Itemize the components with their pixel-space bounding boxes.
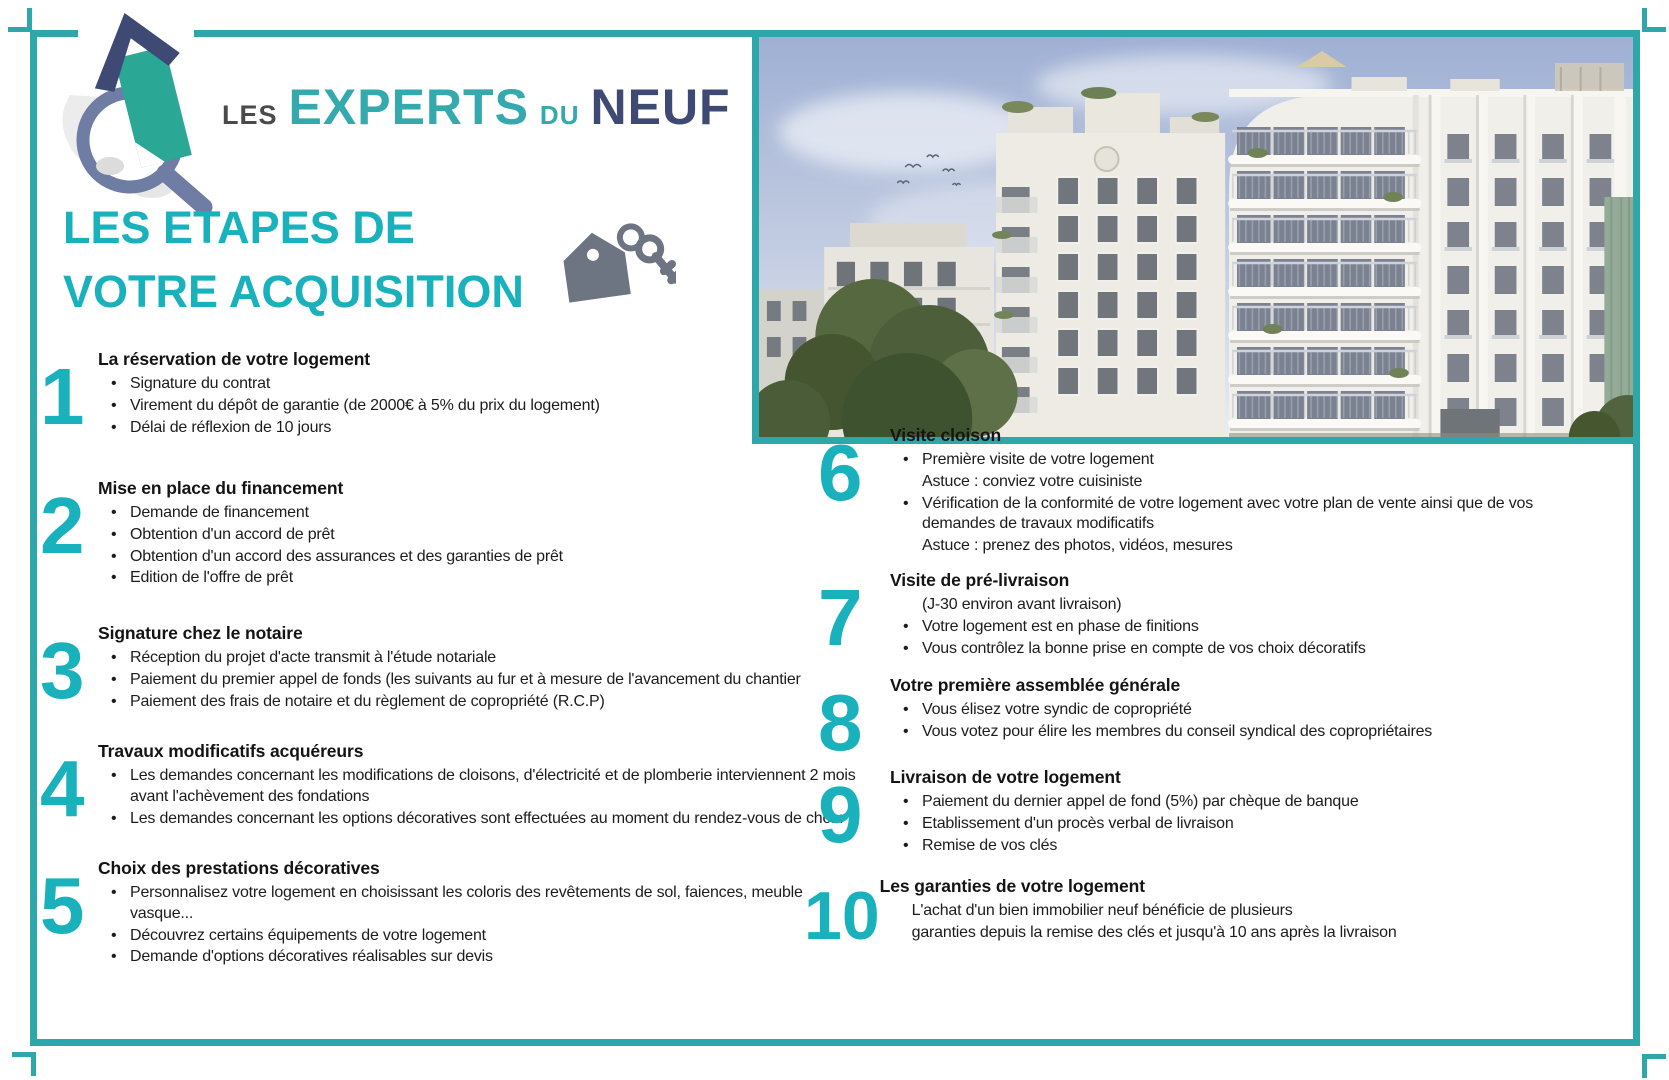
building-illustration [759, 37, 1633, 437]
step-6 [818, 425, 1590, 558]
step-3 [40, 623, 858, 713]
step-4-items [98, 766, 858, 829]
page-title-line2: VOTRE ACQUISITION [63, 266, 524, 317]
main-building [1228, 51, 1633, 437]
step-note-item: Astuce : conviez votre cuisiniste [922, 472, 1143, 490]
step-3-number: 3 [40, 626, 85, 715]
step-1-heading: La réservation de votre logement [98, 349, 371, 369]
step-bullet-item: • Délai de réflexion de 10 jours [98, 418, 858, 439]
step-bullet-item: • Paiement du dernier appel de fond (5%) par chèque de banque [890, 792, 1590, 813]
step-2-number: 2 [40, 481, 85, 570]
step-bullet-item: • Vous votez pour élire les membres du conseil syndical des copropriétaires [890, 722, 1590, 743]
house-keys-icon [552, 212, 676, 310]
step-1-items [98, 374, 858, 438]
step-10 [804, 876, 1580, 954]
step-note-item: (J-30 environ avant livraison) [922, 596, 1122, 613]
step-7 [818, 570, 1590, 660]
step-bullet-item: • Les demandes concernant les options décoratives sont effectuées au moment du rendez-vous de choix [98, 809, 858, 830]
step-2 [40, 478, 858, 590]
step-note-item: Astuce : prenez des photos, vidéos, mesures [922, 537, 1233, 555]
step-7-number: 7 [818, 573, 863, 662]
step-4 [40, 741, 858, 833]
step-5-number: 5 [40, 861, 85, 950]
step-note-item: L'achat d'un bien immobilier neuf bénéficie de plusieurs [911, 902, 1293, 919]
step-1-number: 1 [40, 352, 85, 441]
step-9 [818, 767, 1590, 857]
building-photo [752, 30, 1640, 444]
step-bullet-item: • Edition de l'offre de prêt [98, 568, 858, 589]
step-5-items [98, 883, 858, 968]
step-2-heading: Mise en place du financement [98, 478, 344, 498]
step-3-heading: Signature chez le notaire [98, 623, 303, 643]
step-4-heading: Travaux modificatifs acquéreurs [98, 741, 364, 761]
step-10-number: 10 [804, 878, 880, 954]
step-bullet-item: • Signature du contrat [98, 374, 858, 395]
step-bullet-item: • Première visite de votre logement [890, 450, 1590, 471]
step-bullet-item: • Virement du dépôt de garantie (de 2000€ à 5% du prix du logement) [98, 396, 858, 417]
brand-word-experts: EXPERTS [288, 79, 529, 135]
step-bullet-item: • Etablissement d'un procès verbal de livraison [890, 814, 1590, 835]
page-title-line1: LES ETAPES DE [63, 202, 415, 253]
step-note-item: garanties depuis la remise des clés et jusqu'à 10 ans après la livraison [911, 923, 1397, 941]
step-9-number: 9 [818, 770, 863, 859]
step-bullet-item: • Demande de financement [98, 503, 858, 524]
step-10-heading: Les garanties de votre logement [879, 876, 1145, 896]
corner-mark-top-right [1642, 8, 1666, 32]
step-bullet-item: • Les demandes concernant les modifications de cloisons, d'électricité et de plomberie interviennent 2 mois avant l'achèvement des fondations [98, 766, 858, 808]
corner-mark-top-left [8, 8, 32, 32]
step-bullet-item: • Paiement des frais de notaire et du règlement de copropriété (R.C.P) [98, 692, 858, 713]
step-bullet-item: • Réception du projet d'acte transmit à l'étude notariale [98, 648, 858, 669]
step-7-heading: Visite de pré-livraison [890, 570, 1070, 590]
step-5 [40, 858, 858, 969]
step-10-items [880, 901, 1580, 944]
step-8-number: 8 [818, 678, 863, 767]
house-magnifier-icon [52, 0, 220, 218]
corner-mark-bottom-left [12, 1052, 36, 1076]
step-8 [818, 675, 1590, 767]
corner-mark-bottom-right [1642, 1054, 1666, 1078]
step-6-number: 6 [818, 428, 863, 517]
step-bullet-item: • Vous élisez votre syndic de copropriété [890, 700, 1590, 721]
step-8-heading: Votre première assemblée générale [890, 675, 1181, 695]
step-4-number: 4 [40, 744, 85, 833]
step-bullet-item: • Demande d'options décoratives réalisables sur devis [98, 947, 858, 968]
step-bullet-item: • Paiement du premier appel de fonds (les suivants au fur et à mesure de l'avancement du chantier [98, 670, 858, 691]
step-bullet-item: • Obtention d'un accord de prêt [98, 525, 858, 546]
step-7-items [890, 595, 1590, 659]
step-bullet-item: • Vérification de la conformité de votre logement avec votre plan de vente ainsi que de vos demandes de travaux modificatifs [890, 494, 1590, 536]
step-6-heading: Visite cloison [890, 425, 1002, 445]
step-5-heading: Choix des prestations décoratives [98, 858, 380, 878]
brand-word-les: LES [222, 100, 278, 130]
step-8-items [890, 700, 1590, 743]
step-9-items [890, 792, 1590, 856]
step-bullet-item: • Votre logement est en phase de finitions [890, 617, 1590, 638]
step-9-heading: Livraison de votre logement [890, 767, 1121, 787]
step-bullet-item: • Personnalisez votre logement en choisissant les coloris des revêtements de sol, faiences, meuble vasque... [98, 883, 858, 925]
step-1 [40, 349, 858, 439]
brand-word-neuf: NEUF [590, 79, 731, 135]
step-2-items [98, 503, 858, 589]
step-bullet-item: • Vous contrôlez la bonne prise en compte de vos choix décoratifs [890, 639, 1590, 660]
step-3-items [98, 648, 858, 712]
step-bullet-item: • Obtention d'un accord des assurances et des garanties de prêt [98, 547, 858, 568]
step-6-items [890, 450, 1590, 557]
step-bullet-item: • Remise de vos clés [890, 836, 1590, 857]
middle-building [992, 87, 1225, 437]
step-bullet-item: • Découvrez certains équipements de votre logement [98, 926, 858, 947]
brand-wordmark [222, 78, 731, 136]
brand-word-du: DU [539, 100, 580, 130]
